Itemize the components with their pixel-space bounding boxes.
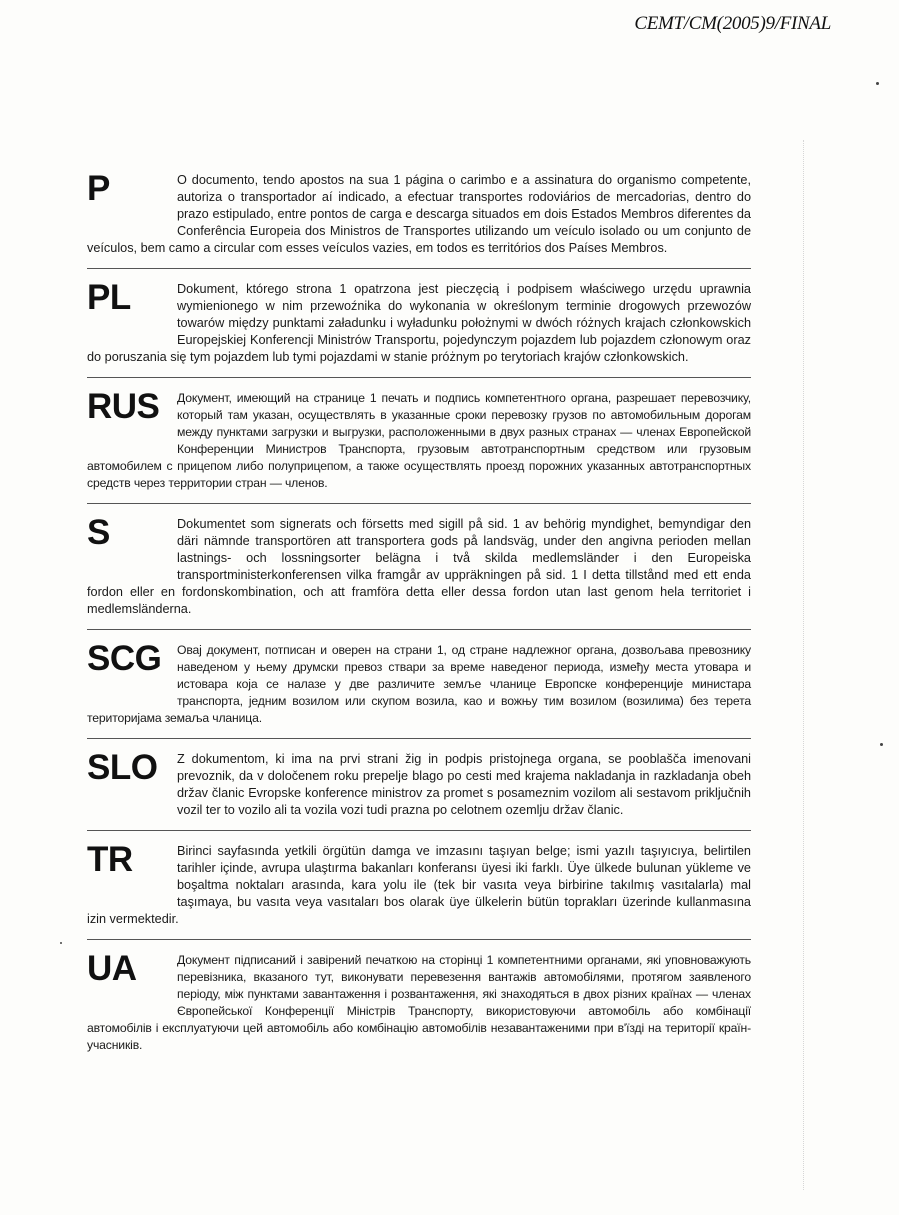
document-reference: CEMT/CM(2005)9/FINAL — [634, 13, 831, 34]
section-text: Документ, имеющий на странице 1 печать и подпись компетентного органа, разрешает перевозчику, который там указан, осуществлять в указанные сроки перевозку грузов по автомобильным дорогам между пунктами загрузки и выгрузки, расположенными в двух разных странах — членах Европейской Конференции Министров Транспорта, грузовым автотранспортным средством или грузовым автомобилем с прицепом либо полуприцепом, а также осуществлять проезд порожних указанных автотранспортных средств через территории стран — членов. — [87, 391, 751, 490]
scan-speck — [880, 743, 883, 746]
permit-translations — [87, 168, 751, 1060]
section-pl — [87, 268, 751, 372]
section-s — [87, 503, 751, 624]
language-code: UA — [87, 949, 137, 988]
section-p — [87, 168, 751, 263]
language-code: S — [87, 513, 110, 552]
language-code: P — [87, 169, 110, 208]
section-tr — [87, 830, 751, 934]
language-code: TR — [87, 840, 133, 879]
section-text: Документ підписаний і завірений печаткою на сторінці 1 компетентними органами, які уповноважують перевізника, вказаного тут, виконувати перевезення вантажів автомобілями, протягом заявленого періоду, між пунктами завантаження і розвантаження, які знаходяться в двох різних країнах — членах Європейської Конференції Міністрів Транспорту, використовуючи автомобіль або комбінації автомобілів і експлуатуючи цей автомобіль або комбінацію автомобілів незавантаженими при в'їзді на території країн-учасників. — [87, 953, 751, 1052]
scan-margin-line — [802, 140, 804, 1190]
section-text: Dokumentet som signerats och försetts med sigill på sid. 1 av behörig myndighet, bemyndigar den däri nämnde transportören att transportera gods på landsväg, under den angivna perioden mellan lastnings- och lossningsorter belägna i två skilda medlemsländer i den Europeiska transportministerkonferensen vilka framgår av uppräkningen på sid. 1 I detta tillstånd med ett enda fordon eller en fordonskombination, och att framföra detta eller dessa fordon utan last genom hela territoriet i medlemsländerna. — [87, 517, 751, 616]
section-text: Birinci sayfasında yetkili örgütün damga ve imzasını taşıyan belge; ismi yazılı taşıyıcıya, belirtilen tarihler içinde, avrupa ulaştırma bakanları konferansı üyesi iki farklı. Üye ülkede bulunan yükleme ve boşaltma noktaları arasında, kara yolu ile (tek bir vasıta veya birbirine takılmış vasıtalarla) mal taşımaya, bu vasıta veya vasıtaları bos olarak üye ülkelerin bütün toprakları üzerinde kullanmasına izin vermektedir. — [87, 844, 751, 926]
section-rus — [87, 377, 751, 498]
language-code: SCG — [87, 639, 162, 678]
section-slo — [87, 738, 751, 825]
section-text: O documento, tendo apostos na sua 1 página o carimbo e a assinatura do organismo competente, autoriza o transportador aí indicado, a efectuar transportes rodoviários de mercadorias, dentro do prazo estipulado, entre pontos de carga e descarga situados em dois Estados Membros diferentes da Conferência Europeia dos Ministros de Transportes utilizando um veículo isolado ou um conjunto de veículos, bem camo a circular com esses veículos vazies, em todos es territórios dos Países Membros. — [87, 173, 751, 255]
language-code: RUS — [87, 387, 160, 426]
language-code: SLO — [87, 748, 158, 787]
section-scg — [87, 629, 751, 733]
scan-speck — [876, 82, 879, 85]
section-ua — [87, 939, 751, 1060]
section-text: Z dokumentom, ki ima na prvi strani žig in podpis pristojnega organa, se pooblašča imenovani prevoznik, da v določenem roku prepelje blago po cesti med krajema nakladanja in razkladanja obeh držav članic Evropske konference ministrov za promet s posameznim vozilom ali sestavom priklјučnih vozil ter to vozilo ali ta vozila vozi tudi prazna po celotnem ozemlju držav članic. — [177, 752, 751, 817]
section-text: Dokument, którego strona 1 opatrzona jest pieczęcią i podpisem właściwego urzędu uprawnia wymienionego w nim przewoźnika do wykonania w określonym terminie drogowych przewozów towarów między punktami załadunku i wyładunku położnymi w dwóch różnych krajach członkowskich Europejskiej Konferencji Ministrów Transportu, pojedynczym pojazdem lub pojazdem członowym oraz do poruszania się tym pojazdem lub tymi pojazdami w stanie próżnym po terytoriach krajów członkowskich. — [87, 282, 751, 364]
scan-speck — [60, 942, 62, 944]
language-code: PL — [87, 278, 131, 317]
section-text: Овај документ, потписан и оверен на страни 1, од стране надлежног органа, дозвољава превознику наведеном у њему друмски превоз ствари за време наведеног периода, између места утовара и истовара која се налазе у две различите земље чланице Европске конференције министара транспорта, једним возилом или скупом возила, као и вожњу тим возилом (возилима) без терета територијама земаља чланица. — [87, 643, 751, 725]
